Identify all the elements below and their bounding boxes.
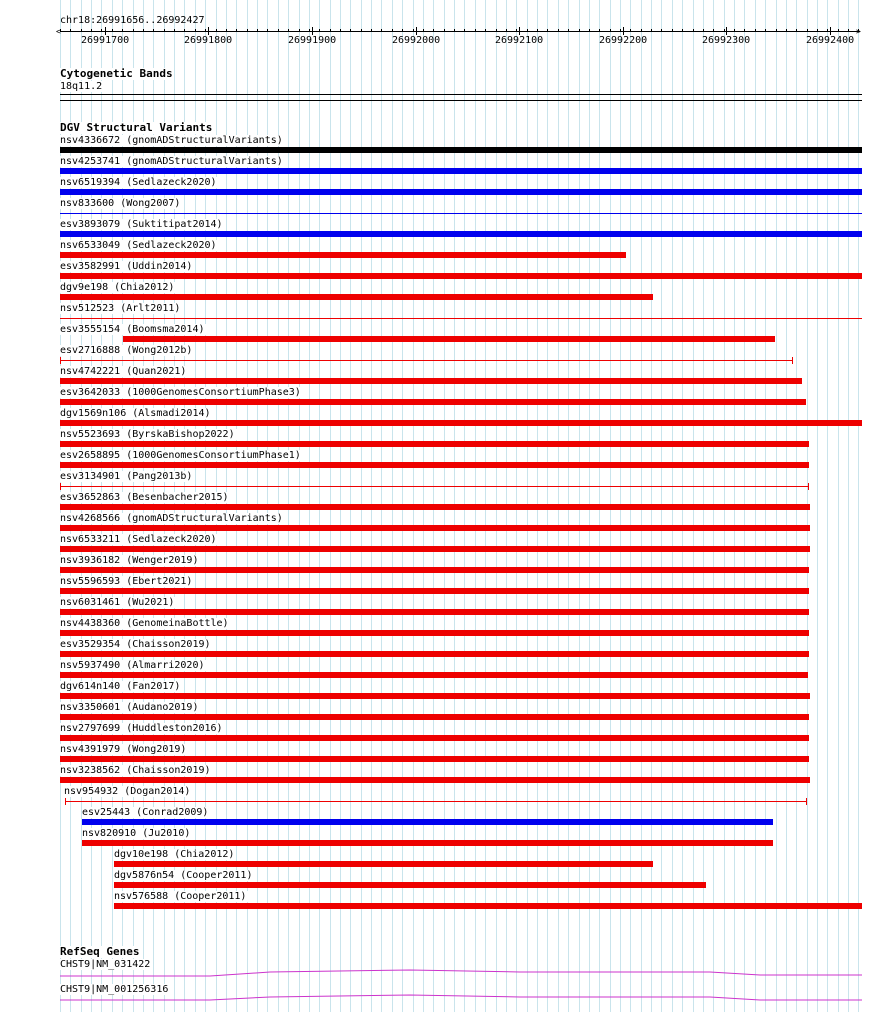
dgv-variant-label[interactable]: nsv5596593 (Ebert2021) <box>60 576 193 587</box>
ruler-tick-label: 26992300 <box>702 35 751 46</box>
dgv-variant-label[interactable]: nsv512523 (Arlt2011) <box>60 303 181 314</box>
dgv-variant-label[interactable]: nsv954932 (Dogan2014) <box>64 786 191 797</box>
dgv-variant-label[interactable]: dgv614n140 (Fan2017) <box>60 681 181 692</box>
dgv-variant-label[interactable]: dgv10e198 (Chia2012) <box>114 849 235 860</box>
dgv-track-title[interactable]: DGV Structural Variants <box>60 121 213 134</box>
dgv-variant-label[interactable]: esv3134901 (Pang2013b) <box>60 471 193 482</box>
ruler-tick-label: 26991700 <box>81 35 130 46</box>
refseq-track-title[interactable]: RefSeq Genes <box>60 945 140 958</box>
dgv-variant-label[interactable]: dgv1569n106 (Alsmadi2014) <box>60 408 211 419</box>
dgv-variant-label[interactable]: esv25443 (Conrad2009) <box>82 807 209 818</box>
dgv-variant-label[interactable]: esv3529354 (Chaisson2019) <box>60 639 211 650</box>
ruler-tick-label: 26991900 <box>288 35 337 46</box>
ruler-tick-label: 26991800 <box>184 35 233 46</box>
dgv-variant-label[interactable]: nsv5937490 (Almarri2020) <box>60 660 205 671</box>
dgv-variant-label[interactable]: nsv576588 (Cooper2011) <box>114 891 247 902</box>
dgv-variant-label[interactable]: esv3582991 (Uddin2014) <box>60 261 193 272</box>
cytoband-track-title[interactable]: Cytogenetic Bands <box>60 67 173 80</box>
dgv-variant-label[interactable]: nsv6533211 (Sedlazeck2020) <box>60 534 217 545</box>
dgv-variant-label[interactable]: nsv4268566 (gnomADStructuralVariants) <box>60 513 283 524</box>
ruler-tick-label: 26992400 <box>806 35 855 46</box>
dgv-variant-label[interactable]: nsv3936182 (Wenger2019) <box>60 555 199 566</box>
ruler-direction-arrows: < <box>56 27 61 36</box>
ruler-tick-label: 26992100 <box>495 35 544 46</box>
dgv-variant-label[interactable]: esv3893079 (Suktitipat2014) <box>60 219 223 230</box>
dgv-variant-label[interactable]: nsv4438360 (GenomeinaBottle) <box>60 618 229 629</box>
dgv-variant-label[interactable]: esv2658895 (1000GenomesConsortiumPhase1) <box>60 450 301 461</box>
ruler-tick-label: 26992200 <box>599 35 648 46</box>
dgv-variant-label[interactable]: nsv2797699 (Huddleston2016) <box>60 723 223 734</box>
refseq-gene-label[interactable]: CHST9|NM_001256316 <box>60 984 169 995</box>
dgv-variant-label[interactable]: esv2716888 (Wong2012b) <box>60 345 193 356</box>
dgv-variant-label[interactable]: esv3642033 (1000GenomesConsortiumPhase3) <box>60 387 301 398</box>
dgv-variant-label[interactable]: esv3555154 (Boomsma2014) <box>60 324 205 335</box>
dgv-variant-label[interactable]: nsv6031461 (Wu2021) <box>60 597 175 608</box>
ruler-tick-label: 26992000 <box>392 35 441 46</box>
dgv-variant-label[interactable]: nsv4336672 (gnomADStructuralVariants) <box>60 135 283 146</box>
gene-model-nm-001256316 <box>60 995 862 1000</box>
gene-model-nm-031422 <box>60 970 862 976</box>
cytoband-label: 18q11.2 <box>60 81 103 92</box>
dgv-variant-label[interactable]: nsv4742221 (Quan2021) <box>60 366 187 377</box>
dgv-variant-label[interactable]: nsv3238562 (Chaisson2019) <box>60 765 211 776</box>
dgv-variant-label[interactable]: dgv9e198 (Chia2012) <box>60 282 175 293</box>
dgv-variant-label[interactable]: nsv833600 (Wong2007) <box>60 198 181 209</box>
dgv-variant-label[interactable]: nsv820910 (Ju2010) <box>82 828 191 839</box>
dgv-variant-label[interactable]: nsv3350601 (Audano2019) <box>60 702 199 713</box>
dgv-variant-label[interactable]: dgv5876n54 (Cooper2011) <box>114 870 253 881</box>
dgv-variant-label[interactable]: esv3652863 (Besenbacher2015) <box>60 492 229 503</box>
dgv-variant-label[interactable]: nsv6533049 (Sedlazeck2020) <box>60 240 217 251</box>
region-label: chr18:26991656..26992427 <box>60 15 205 26</box>
dgv-variant-label[interactable]: nsv4253741 (gnomADStructuralVariants) <box>60 156 283 167</box>
refseq-gene-label[interactable]: CHST9|NM_031422 <box>60 959 151 970</box>
dgv-variant-label[interactable]: nsv4391979 (Wong2019) <box>60 744 187 755</box>
dgv-variant-label[interactable]: nsv5523693 (ByrskaBishop2022) <box>60 429 235 440</box>
dgv-variant-label[interactable]: nsv6519394 (Sedlazeck2020) <box>60 177 217 188</box>
ruler-direction-arrows: > <box>856 27 861 36</box>
